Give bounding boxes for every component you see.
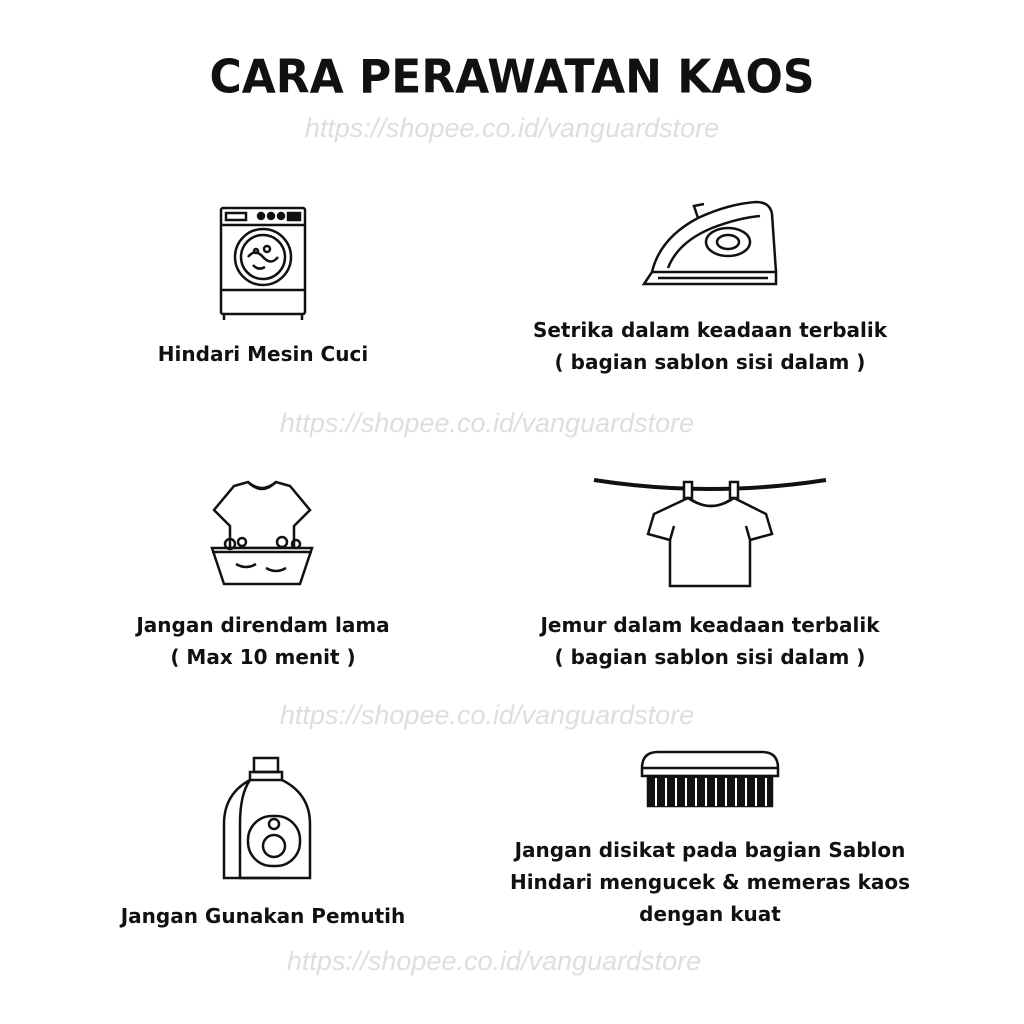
caption-clothesline: Jemur dalam keadaan terbalik ( bagian sablon sisi dalam ) [540, 613, 880, 669]
watermark: https://shopee.co.id/vanguardstore [279, 700, 695, 730]
caption-bleach: Jangan Gunakan Pemutih [120, 904, 406, 928]
watermark: https://shopee.co.id/vanguardstore [304, 113, 720, 143]
caption-iron: Setrika dalam keadaan terbalik ( bagian sablon sisi dalam ) [532, 318, 888, 374]
clothesline-shirt-icon [590, 470, 830, 592]
page-title: CARA PERAWATAN KAOS [209, 50, 815, 105]
watermark: https://shopee.co.id/vanguardstore [286, 946, 702, 976]
watermark: https://shopee.co.id/vanguardstore [279, 408, 695, 438]
bleach-bottle-icon [220, 754, 314, 884]
washing-machine-icon [218, 205, 308, 323]
caption-soaking: Jangan direndam lama ( Max 10 menit ) [136, 613, 390, 669]
iron-icon [638, 198, 783, 294]
caption-washing-machine: Hindari Mesin Cuci [157, 342, 369, 366]
soaking-basin-icon [206, 478, 318, 590]
caption-brush: Jangan disikat pada bagian Sablon Hindari mengucek & memeras kaos dengan kuat [509, 838, 911, 926]
brush-icon [636, 748, 784, 810]
